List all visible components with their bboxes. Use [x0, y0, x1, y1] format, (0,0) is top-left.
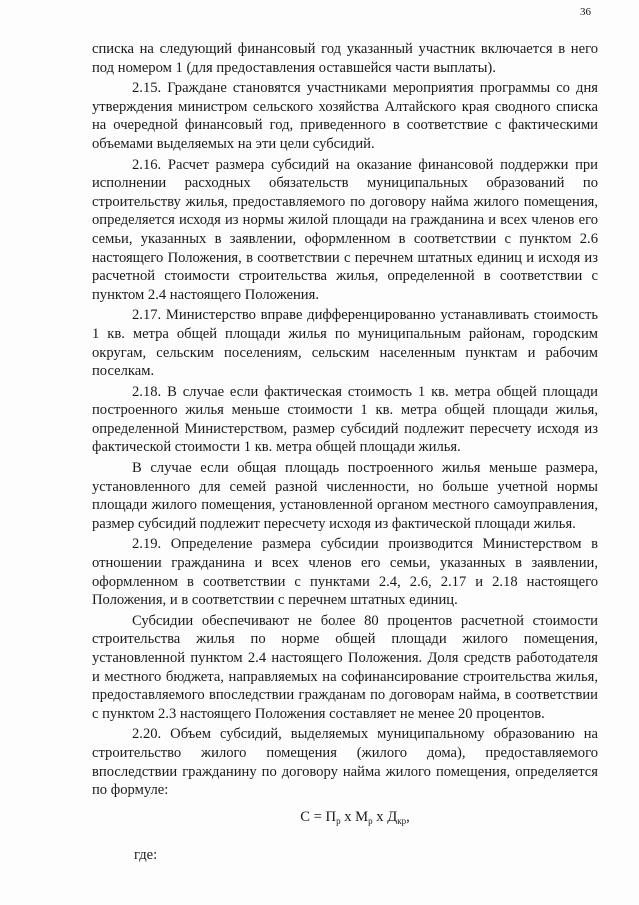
formula-mid-1: х М — [340, 808, 369, 825]
paragraph-continuation: списка на следующий финансовый год указанный участник включается в него под номером 1 (для предоставления оставшейся части выплаты). — [92, 41, 598, 76]
document-body — [92, 40, 598, 865]
paragraph-2-15: 2.15. Граждане становятся участниками мероприятия программы со дня утверждения министром сельского хозяйства Алтайского края сводного списка на очередной финансовый год, приведенного в соответствие с фактическими объемами выделяемых на эти цели субсидий. — [92, 80, 598, 152]
paragraph-2-18: 2.18. В случае если фактическая стоимость 1 кв. метра общей площади построенного жилья меньше стоимости 1 кв. метра общей площади жилья, определенной Министерством, размер субсидий подлежит пересчету исходя из фактической стоимости 1 кв. метра общей площади жилья. — [92, 383, 598, 456]
formula-lhs: С = П — [300, 808, 337, 825]
subsidy-formula — [92, 808, 598, 831]
formula-tail: , — [406, 808, 410, 825]
where-label: где: — [134, 847, 158, 864]
paragraph-subsidy-share: Субсидии обеспечивают не более 80 процентов расчетной стоимости строительства жилья по норме общей площади жилого помещения, установленной пунктом 2.4 настоящего Положения. Доля средств работодателя и местного бюджета, направляемых на софинансирование строительства жилья, предоставляемого впоследствии гражданам по договорам найма, в соответствии с пунктом 2.3 настоящего Положения составляет не менее 20 процентов. — [92, 612, 598, 722]
paragraph-2-16: 2.16. Расчет размера субсидий на оказание финансовой поддержки при исполнении расходных обязательств муниципальных образований по строительству жилья, предоставляемого по договору найма жилого помещения, определяется исходя из нормы жилой площади на гражданина и всех членов его семьи, указанных в заявлении, оформленном в соответствии с пунктом 2.6 настоящего Положения, в соответствии с перечнем штатных единиц и исходя из расчетной стоимости строительства жилья, определенной в соответствии с пунктом 2.4 настоящего Положения. — [92, 156, 598, 303]
formula-sub-m: р — [368, 815, 373, 826]
paragraph-2-20: 2.20. Объем субсидий, выделяемых муниципальному образованию на строительство жилого помещения (жилого дома), предоставляемого впоследствии гражданину по договору найма жилого помещения, определяется по формуле: — [92, 726, 598, 799]
formula-mid-2: х Д — [372, 808, 398, 825]
formula-sub-d: кр — [397, 815, 407, 826]
paragraph-2-18-area: В случае если общая площадь построенного жилья меньше размера, установленного для семей разной численности, но больше учетной нормы площади жилого помещения, установленной органом местного самоуправления, размер субсидий подлежит пересчету исходя из фактической площади жилья. — [92, 460, 598, 532]
page-number: 36 — [580, 6, 591, 18]
paragraph-2-17: 2.17. Министерство вправе дифференцированно устанавливать стоимость 1 кв. метра общей площади жилья по муниципальным районам, городским округам, сельским поселениям, сельским населенным пунктам и рабочим поселкам. — [92, 307, 598, 380]
formula-sub-p: р — [336, 815, 341, 826]
paragraph-2-19: 2.19. Определение размера субсидии производится Министерством в отношении гражданина и всех членов его семьи, указанных в заявлении, оформленном в соответствии с пунктами 2.4, 2.6, 2.17 и 2.18 настоящего Положения, и в соответствии с перечнем штатных единиц. — [92, 536, 598, 609]
